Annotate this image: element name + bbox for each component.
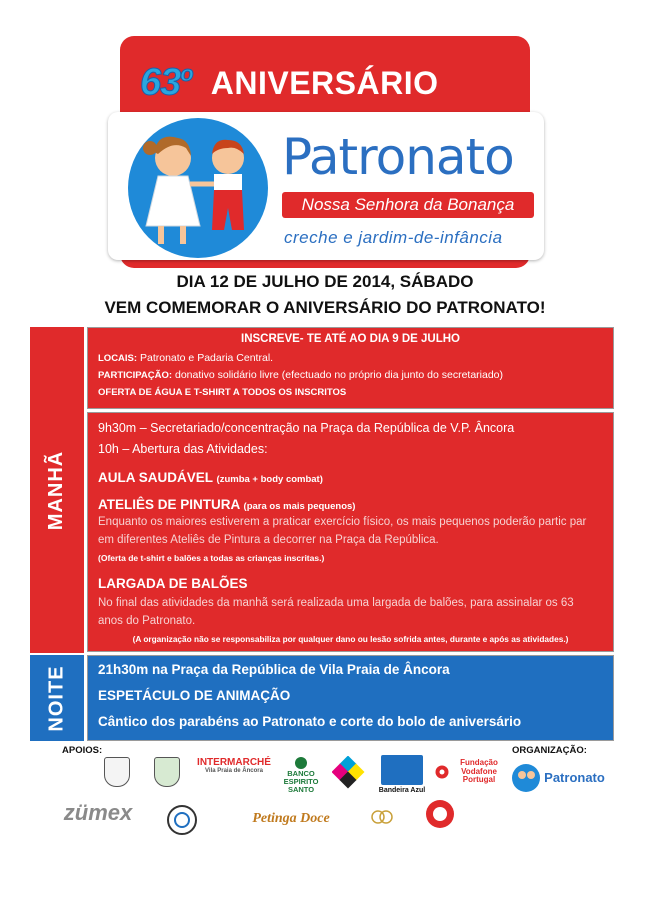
ateliers-offer: (Oferta de t-shirt e balões a todas as crianças inscritas.) [98, 553, 325, 563]
brand-name: Patronato [282, 128, 514, 186]
night-line-1: 21h30m na Praça da República de Vila Praia de Âncora [98, 662, 450, 677]
globe-icon [166, 804, 198, 836]
anniversary-number: 63$^o$ [140, 61, 193, 104]
baloes-text-1: No final das atividades da manhã será realizada uma largada de balões, para assinalar os 63 [98, 597, 574, 609]
brand-tagline: creche e jardim-de-infância [284, 228, 503, 247]
baloes-text-2: anos do Patronato. [98, 615, 196, 627]
organizacao-label: ORGANIZAÇÃO: [512, 745, 587, 756]
cmyk-sponsor-logo [328, 752, 370, 794]
night-label: NOITE [45, 664, 68, 732]
vodafone-icon [435, 765, 449, 779]
call-to-action: VEM COMEMORAR O ANIVERSÁRIO DO PATRONATO! [104, 298, 546, 317]
caminha-crest-logo [100, 752, 134, 792]
disclaimer: (A organização não se responsabiliza por qualquer dano ou lesão sofrida antes, durante e após as atividades.) [132, 634, 569, 644]
night-line-3: Cântico dos parabéns ao Patronato e corte do bolo de aniversário [98, 714, 522, 729]
morning-sidebar [30, 327, 84, 653]
activity-baloes: LARGADA DE BALÕES [98, 576, 248, 591]
morning-box [87, 412, 614, 652]
vodafone-logo: Fundação Vodafone Portugal [434, 752, 506, 792]
intermarche-logo: INTERMARCHÉ Vila Praia de Âncora [197, 756, 271, 775]
bes-icon [292, 756, 310, 770]
flag-icon [381, 755, 423, 785]
association-logo [152, 800, 212, 840]
locais-line: LOCAIS: Patronato e Padaria Central. [98, 352, 274, 364]
crest-icon [154, 757, 180, 787]
emblem-icon [424, 798, 456, 830]
night-line-2: ESPETÁCULO DE ANIMAÇÃO [98, 688, 291, 703]
sponsor-rings-logo [352, 802, 412, 832]
activity-ateliers: ATELIÊS DE PINTURA (para os mais pequenos) [98, 497, 356, 512]
parish-crest-logo [150, 752, 184, 792]
offer-line: OFERTA DE ÁGUA E T-SHIRT A TODOS OS INSCRITOS [98, 387, 347, 398]
bes-logo: BANCO ESPIRITO SANTO [280, 752, 322, 798]
activity-aula: AULA SAUDÁVEL (zumba + body combat) [98, 470, 323, 485]
petinga-doce-logo: Petinga Doce [252, 810, 330, 826]
organizer-logo: Patronato [508, 760, 608, 796]
night-box [87, 655, 614, 741]
children-icon [511, 763, 541, 793]
anniversary-title [140, 58, 520, 108]
night-sidebar [30, 655, 84, 741]
participation-line: PARTICIPAÇÃO: donativo solidário livre (efectuado no próprio dia junto do secretariado) [98, 369, 504, 381]
rings-icon [368, 808, 396, 826]
zumex-logo: zümex [63, 800, 133, 826]
crest-icon [104, 757, 130, 787]
apoios-label: APOIOS: [62, 745, 103, 756]
morning-line-2: 10h – Abertura das Atividades: [98, 442, 268, 456]
bandeira-azul-logo: Bandeira Azul [378, 752, 426, 798]
event-date: DIA 12 DE JULHO DE 2014, SÁBADO [176, 272, 474, 291]
children-icon [128, 118, 268, 258]
children-illustration [128, 118, 268, 258]
brand-subtitle: Nossa Senhora da Bonança [282, 192, 534, 218]
morning-line-1: 9h30m – Secretariado/concentração na Praça da República de V.P. Âncora [98, 421, 515, 435]
anniversary-word: ANIVERSÁRIO [210, 64, 439, 101]
registration-title: INSCREVE- TE ATÉ AO DIA 9 DE JULHO [241, 333, 460, 345]
registration-box [87, 327, 614, 409]
morning-label: MANHÃ [45, 450, 68, 530]
cmyk-diamonds-icon [332, 756, 366, 790]
ateliers-text-1: Enquanto os maiores estiverem a praticar exercício físico, os mais pequenos poderão partic par [98, 516, 587, 528]
ateliers-text-2: em diferentes Ateliês de Pintura a decorrer na Praça da República. [98, 534, 439, 546]
red-emblem-logo [420, 794, 460, 834]
